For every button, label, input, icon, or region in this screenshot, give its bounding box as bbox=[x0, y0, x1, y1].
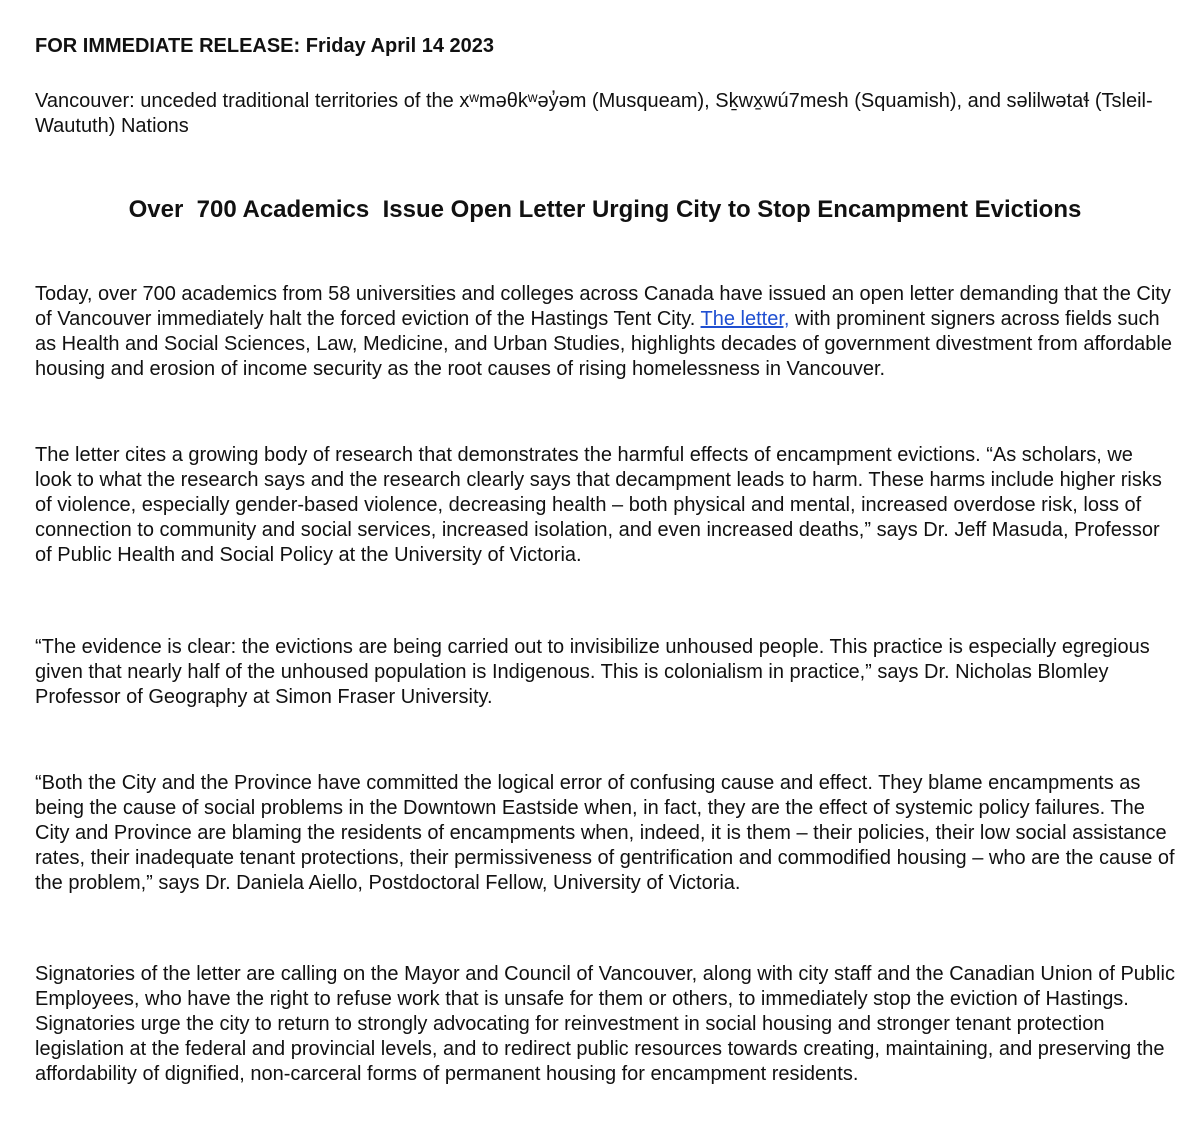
paragraph-signatories-demands: Signatories of the letter are calling on the Mayor and Council of Vancouver, along with city staff and the Canadian Union of Public Employees, who have the right to refuse work that is unsafe for them or others, to immediately stop the eviction of Hastings. Signatories urge the city to return to strongly advocating for reinvestment in social housing and stronger tenant protection legislation at the federal and provincial levels, and to redirect public resources towards creating, maintaining, and preserving the affordability of dignified, non-carceral forms of permanent housing for encampment residents. bbox=[35, 963, 1175, 1085]
paragraph-intro bbox=[35, 282, 1175, 382]
location-acknowledgement: Vancouver: unceded traditional territories of the xʷməθkʷəy̓əm (Musqueam), Sḵwx̱wú7mesh (Squamish), and səlilwətaɬ (Tsleil-Waututh) Nations bbox=[35, 90, 1153, 137]
headline: Over 700 Academics Issue Open Letter Urging City to Stop Encampment Evictions bbox=[128, 196, 1082, 223]
release-date-line: FOR IMMEDIATE RELEASE: Friday April 14 2023 bbox=[35, 35, 494, 57]
paragraph-aiello-quote: “Both the City and the Province have committed the logical error of confusing cause and effect. They blame encampments as being the cause of social problems in the Downtown Eastside when, in fact, they are the effect of systemic policy failures. The City and Province are blaming the residents of encampments when, indeed, it is them – their policies, their low social assistance rates, their inadequate tenant protections, their permissiveness of gentrification and commodified housing – who are the cause of the problem,” says Dr. Daniela Aiello, Postdoctoral Fellow, University of Victoria. bbox=[35, 772, 1175, 894]
open-letter-link[interactable]: The letter, bbox=[700, 308, 790, 330]
paragraph-intro-text-before: Today, over 700 academics from 58 universities and colleges across Canada have issued an open letter demanding that the City of Vancouver immediately halt the forced eviction of the Hastings Tent City. bbox=[35, 283, 1171, 330]
paragraph-blomley-quote: “The evidence is clear: the evictions are being carried out to invisibilize unhoused people. This practice is especially egregious given that nearly half of the unhoused population is Indigenous. This is colonialism in practice,” says Dr. Nicholas Blomley Professor of Geography at Simon Fraser University. bbox=[35, 636, 1150, 708]
paragraph-research-quote: The letter cites a growing body of research that demonstrates the harmful effects of encampment evictions. “As scholars, we look to what the research says and the research clearly says that decampment leads to harm. These harms include higher risks of violence, especially gender-based violence, decreasing health – both physical and mental, increased overdose risk, loss of connection to community and social services, increased isolation, and even increased deaths,” says Dr. Jeff Masuda, Professor of Public Health and Social Policy at the University of Victoria. bbox=[35, 444, 1162, 566]
paragraph-intro-text-after: with prominent signers across fields such as Health and Social Sciences, Law, Medicine, and Urban Studies, highlights decades of government divestment from affordable housing and erosion of income security as the root causes of rising homelessness in Vancouver. bbox=[35, 308, 1172, 380]
